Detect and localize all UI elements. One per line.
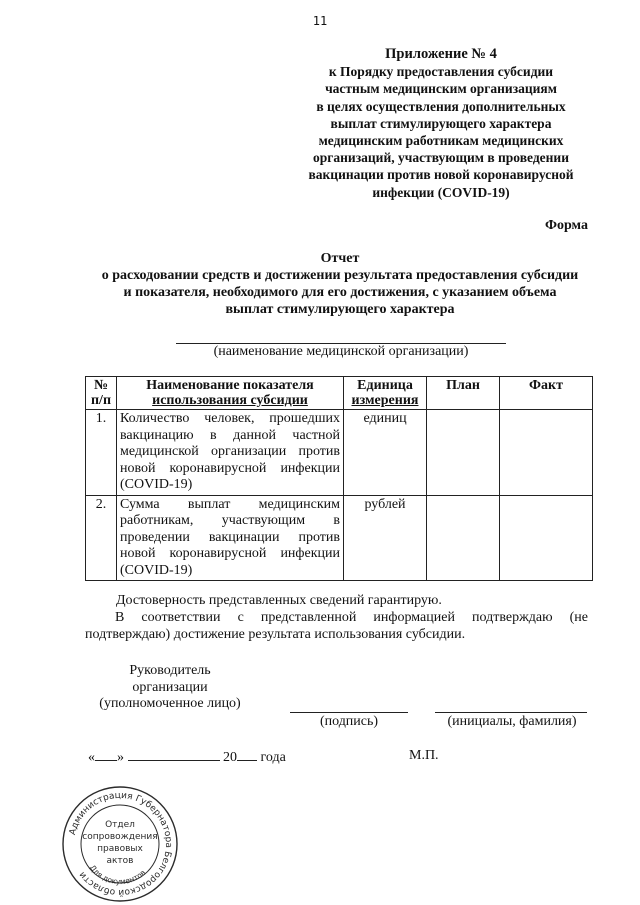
row-fact-cell[interactable] [500,495,593,581]
head-of-organization-label: Руководитель организации (уполномоченное лицо) [99,663,241,711]
year-blank[interactable] [237,748,257,761]
row-num: 1. [86,410,117,496]
stamp-center-line: актов [106,856,134,866]
header-fact: Факт [500,377,593,410]
appendix-line: к Порядку предоставления субсидии [328,64,554,80]
date-field [88,748,286,766]
date-open-quote: « [88,750,95,765]
signature-caption: (подпись) [319,714,379,729]
year-suffix: года [260,750,286,765]
appendix-line: организаций, участвующим в проведении [313,150,569,166]
appendix-line: вакцинации против новой коронавирусной [308,167,574,183]
report-subtitle-line: и показателя, необходимого для его достижения, с указанием объема [123,285,557,300]
month-blank[interactable] [128,748,220,761]
signature-blank-line[interactable] [290,712,408,713]
seal-place-label: М.П. [409,748,439,763]
row-plan-cell[interactable] [427,410,500,496]
header-name: Наименование показателя использования субсидии [117,377,344,410]
table-row [86,410,593,496]
stamp-seal [60,784,180,904]
appendix-line: частным медицинским организациям [325,81,557,97]
row-name: Количество человек, прошедших вакцинацию в данной частной медицинской организации против новой коронавирусной инфекции (COVID-19) [117,410,344,496]
name-caption: (инициалы, фамилия) [447,714,577,729]
appendix-title: Приложение № 4 [385,46,497,62]
stamp-center-line: сопровождения [82,832,158,842]
row-num: 2. [86,495,117,581]
table-header-row [86,377,593,410]
appendix-line: в целях осуществления дополнительных [316,98,566,114]
stamp-bottom-text: Для документов [87,863,148,887]
appendix-line: инфекции (COVID-19) [372,184,510,200]
stamp-center-line: Отдел [105,820,135,830]
header-num: № п/п [86,377,117,410]
guarantee-statement: Достоверность представленных сведений гарантирую. [116,593,442,608]
form-label: Форма [544,218,588,233]
org-name-caption: (наименование медицинской организации) [213,344,469,359]
table-row [86,495,593,581]
header-unit: Единица измерения [344,377,427,410]
row-fact-cell[interactable] [500,410,593,496]
row-unit: единиц [344,410,427,496]
appendix-line: выплат стимулирующего характера [330,115,552,131]
row-unit: рублей [344,495,427,581]
header-plan: План [427,377,500,410]
page-number: 11 [312,14,328,28]
indicator-table [85,376,593,581]
day-blank[interactable] [95,748,117,761]
date-close-quote: » [117,750,124,765]
name-blank-line[interactable] [435,712,587,713]
stamp-ring-text: Администрация Губернатора Белгородской области [67,790,174,898]
appendix-line: медицинским работникам медицинских [318,133,564,149]
row-plan-cell[interactable] [427,495,500,581]
report-heading [40,250,640,318]
confirmation-statement: В соответствии с представленной информацией подтверждаю (не подтверждаю) достижение результата использования субсидии. [85,610,588,642]
report-title: Отчет [320,251,360,266]
report-subtitle-line: выплат стимулирующего характера [225,302,455,317]
appendix-header [288,46,594,201]
stamp-center-line: правовых [97,844,143,854]
report-subtitle-line: о расходовании средств и достижении результата предоставления субсидии [101,268,579,283]
year-prefix: 20 [223,750,237,765]
row-name: Сумма выплат медицинским работникам, участвующим в проведении вакцинации против новой коронавирусной инфекции (COVID-19) [117,495,344,581]
